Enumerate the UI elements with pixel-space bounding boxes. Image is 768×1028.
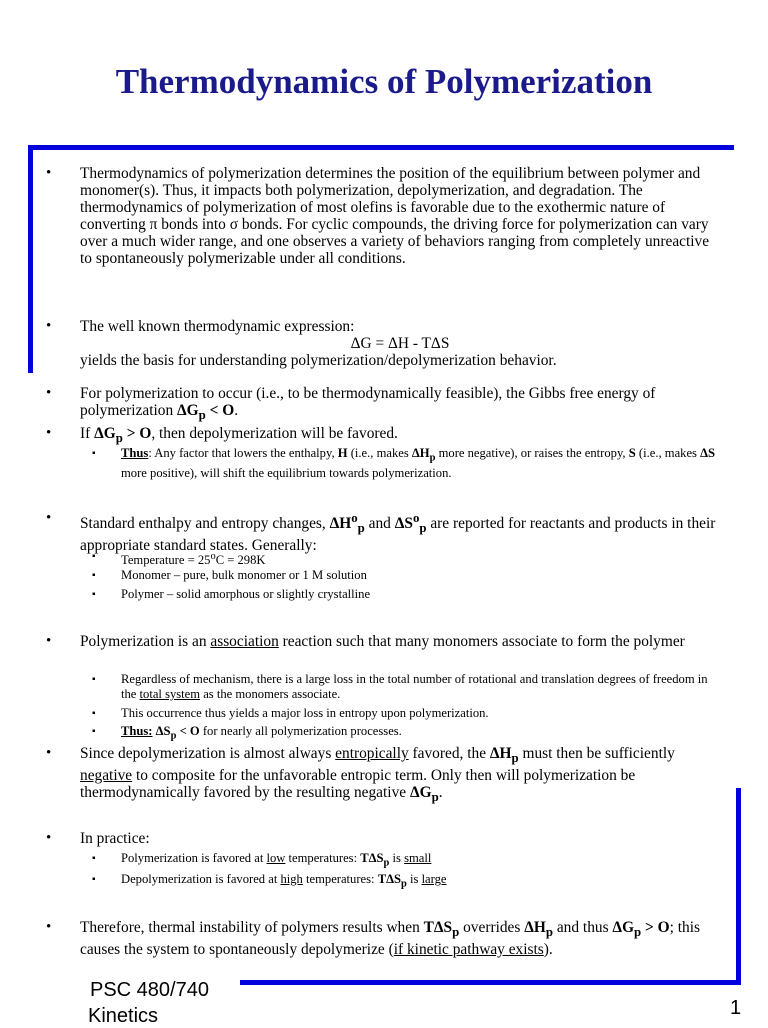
subbullet-marker: ▪ <box>92 874 96 885</box>
text-run: more negative), or raises the entropy, <box>435 446 629 460</box>
underlined-term: Thus <box>121 446 149 460</box>
bullet-marker: • <box>46 318 52 334</box>
text-run: ΔG <box>177 402 199 419</box>
text-run: is <box>406 872 422 886</box>
subscript: p <box>429 452 436 464</box>
subscript: p <box>170 730 177 742</box>
paragraph-depolymerization-condition <box>80 425 720 447</box>
text-run: TΔS <box>423 919 453 936</box>
bullet-marker: • <box>46 165 52 181</box>
text-run: ΔH <box>329 515 352 533</box>
text-run: for nearly all polymerization processes. <box>199 724 402 738</box>
paragraph-entropic-favored <box>80 745 720 806</box>
text-run: Standard enthalpy and entropy changes, <box>80 515 330 533</box>
text-run: and thus <box>553 919 613 936</box>
text-run: : Any factor that lowers the enthalpy, <box>148 446 338 460</box>
text-run: If <box>80 425 95 442</box>
subbullet-marker: ▪ <box>92 708 96 719</box>
paragraph-in-practice: In practice: <box>80 830 150 847</box>
bullet-marker: • <box>46 425 52 441</box>
text-run: ΔG <box>409 784 432 802</box>
subscript: p <box>401 878 407 890</box>
text-run: temperatures: <box>302 872 378 886</box>
superscript: o <box>210 551 216 562</box>
subparagraph-temperature <box>121 549 721 568</box>
underlined-term: high <box>280 872 303 886</box>
expression-basis: yields the basis for understanding polymerization/depolymerization behavior. <box>80 352 557 369</box>
text-run: . <box>438 784 443 802</box>
subbullet-marker: ▪ <box>92 853 96 864</box>
text-run: Polymerization is favored at <box>121 851 267 865</box>
footer-course: PSC 480/740 <box>90 979 209 1001</box>
expression-intro: The well known thermodynamic expression: <box>80 318 355 335</box>
superscript: o <box>351 511 358 525</box>
underlined-term: entropically <box>335 745 409 762</box>
text-run: > O <box>641 919 670 936</box>
text-run: > O <box>122 425 152 442</box>
text-run: Therefore, thermal instability of polymers results when <box>80 919 424 936</box>
subparagraph-thus-entropy <box>121 724 721 744</box>
bullet-marker: • <box>46 830 52 846</box>
paragraph-association-reaction <box>80 633 720 650</box>
bold-term: ΔS <box>700 446 716 460</box>
subparagraph-monomer: Monomer – pure, bulk monomer or 1 M solution <box>121 568 367 582</box>
text-run: For polymerization to occur (i.e., to be thermodynamically feasible), the Gibbs free energy of polymerization <box>80 385 656 419</box>
text-run: TΔS <box>377 872 402 886</box>
bullet-marker: • <box>46 745 52 761</box>
subscript: p <box>419 521 427 536</box>
text-run: C = 298K <box>215 553 266 568</box>
text-run: ΔG <box>94 425 116 442</box>
text-run: are reported for reactants and products in their appropriate standard states. Generally: <box>80 515 716 555</box>
bullet-marker: • <box>46 919 52 935</box>
text-run: Regardless of mechanism, there is a large loss in the total number of rotational and translation degrees of freedom in the <box>121 672 708 701</box>
text-run: TΔS <box>360 851 384 865</box>
paragraph-standard-states <box>80 510 720 554</box>
text-run: < O <box>205 402 235 419</box>
text-run: Polymerization is an <box>80 633 211 650</box>
underlined-term: low <box>266 851 286 865</box>
text-run: is <box>389 851 405 865</box>
text-run: ΔS <box>394 515 413 533</box>
underlined-term: association <box>210 633 279 650</box>
subparagraph-high-temperature <box>121 872 721 892</box>
underlined-term: if kinetic pathway exists <box>393 941 544 959</box>
text-run: must then be sufficiently <box>518 745 675 762</box>
text-run: Depolymerization is favored at <box>121 872 281 886</box>
underlined-term: large <box>421 872 447 886</box>
subscript: p <box>431 790 439 805</box>
subscript: p <box>357 521 365 536</box>
paragraph-thermal-instability <box>80 919 720 958</box>
text-run: ΔS <box>152 724 171 738</box>
text-run: ). <box>543 941 553 959</box>
bold-term: S <box>628 446 636 460</box>
page-number: 1 <box>730 997 742 1019</box>
gibbs-equation: ΔG = ΔH - TΔS <box>350 335 450 352</box>
text-run: overrides <box>459 919 525 936</box>
subscript: p <box>511 751 519 766</box>
subscript: p <box>383 857 390 869</box>
text-run: ΔH <box>489 745 512 762</box>
subscript: p <box>452 925 460 940</box>
bullet-marker: • <box>46 633 52 649</box>
subbullet-marker: ▪ <box>92 448 96 459</box>
subscript: p <box>545 925 553 940</box>
underlined-term: small <box>404 851 432 865</box>
text-run: ΔH <box>524 919 546 936</box>
text-run: ΔH <box>411 446 430 460</box>
text-run: < O <box>176 724 200 738</box>
text-run: more positive), will shift the equilibrium towards polymerization. <box>121 465 452 480</box>
subparagraph-low-temperature <box>121 851 721 871</box>
subbullet-marker: ▪ <box>92 570 96 581</box>
text-run: (i.e., makes <box>635 446 701 460</box>
subparagraph-thus-enthalpy <box>121 446 721 481</box>
text-run: , then depolymerization will be favored. <box>151 425 398 442</box>
text-run: Temperature = 25 <box>121 553 211 568</box>
text-run: Since depolymerization is almost always <box>80 745 336 762</box>
subscript: p <box>198 408 206 423</box>
text-run: ; this causes the system to spontaneously depolymerize ( <box>80 919 700 959</box>
footer-topic: Kinetics <box>88 1005 159 1027</box>
underlined-term: negative <box>80 767 133 785</box>
text-run: favored, the <box>408 745 490 762</box>
subbullet-marker: ▪ <box>92 674 96 685</box>
text-run: temperatures: <box>285 851 361 865</box>
superscript: o <box>412 511 420 525</box>
page-title: Thermodynamics of Polymerization <box>115 62 653 101</box>
text-run: and <box>364 515 395 533</box>
subparagraph-entropy-loss: This occurrence thus yields a major loss in entropy upon polymerization. <box>121 706 489 720</box>
subparagraph-degrees-of-freedom <box>121 672 721 702</box>
text-run: reaction such that many monomers associate to form the polymer <box>278 633 685 650</box>
subscript: p <box>115 431 123 446</box>
subscript: p <box>634 925 642 940</box>
underlined-term: Thus: <box>121 724 153 738</box>
bullet-marker: • <box>46 510 52 526</box>
paragraph-thermodynamics-intro: Thermodynamics of polymerization determines the position of the equilibrium between polymer and monomer(s). Thus, it impacts both polymerization, depolymerization, and degradation. The thermodynamics of polymerization of most olefins is favorable due to the exothermic nature of converting π bonds into σ bonds. For cyclic compounds, the driving force for polymerization can vary over a much wider range, and one observes a variety of behaviors ranging from completely unreactive to spontaneously polymerizable under all conditions. <box>80 165 710 267</box>
subbullet-marker: ▪ <box>92 726 96 737</box>
subbullet-marker: ▪ <box>92 589 96 600</box>
bold-term: H <box>337 446 348 460</box>
underlined-term: total system <box>139 687 201 701</box>
text-run: . <box>234 402 239 419</box>
text-run: ΔG <box>612 919 635 936</box>
paragraph-thermodynamic-expression <box>80 318 720 369</box>
bullet-marker: • <box>46 385 52 401</box>
subbullet-marker: ▪ <box>92 551 96 562</box>
text-run: to composite for the unfavorable entropic term. Only then will polymerization be thermodynamically favored by the resulting negative <box>80 767 636 802</box>
text-run: as the monomers associate. <box>200 687 341 701</box>
paragraph-polymerization-condition <box>80 385 720 424</box>
text-run: (i.e., makes <box>347 446 412 460</box>
subparagraph-polymer: Polymer – solid amorphous or slightly crystalline <box>121 587 371 601</box>
